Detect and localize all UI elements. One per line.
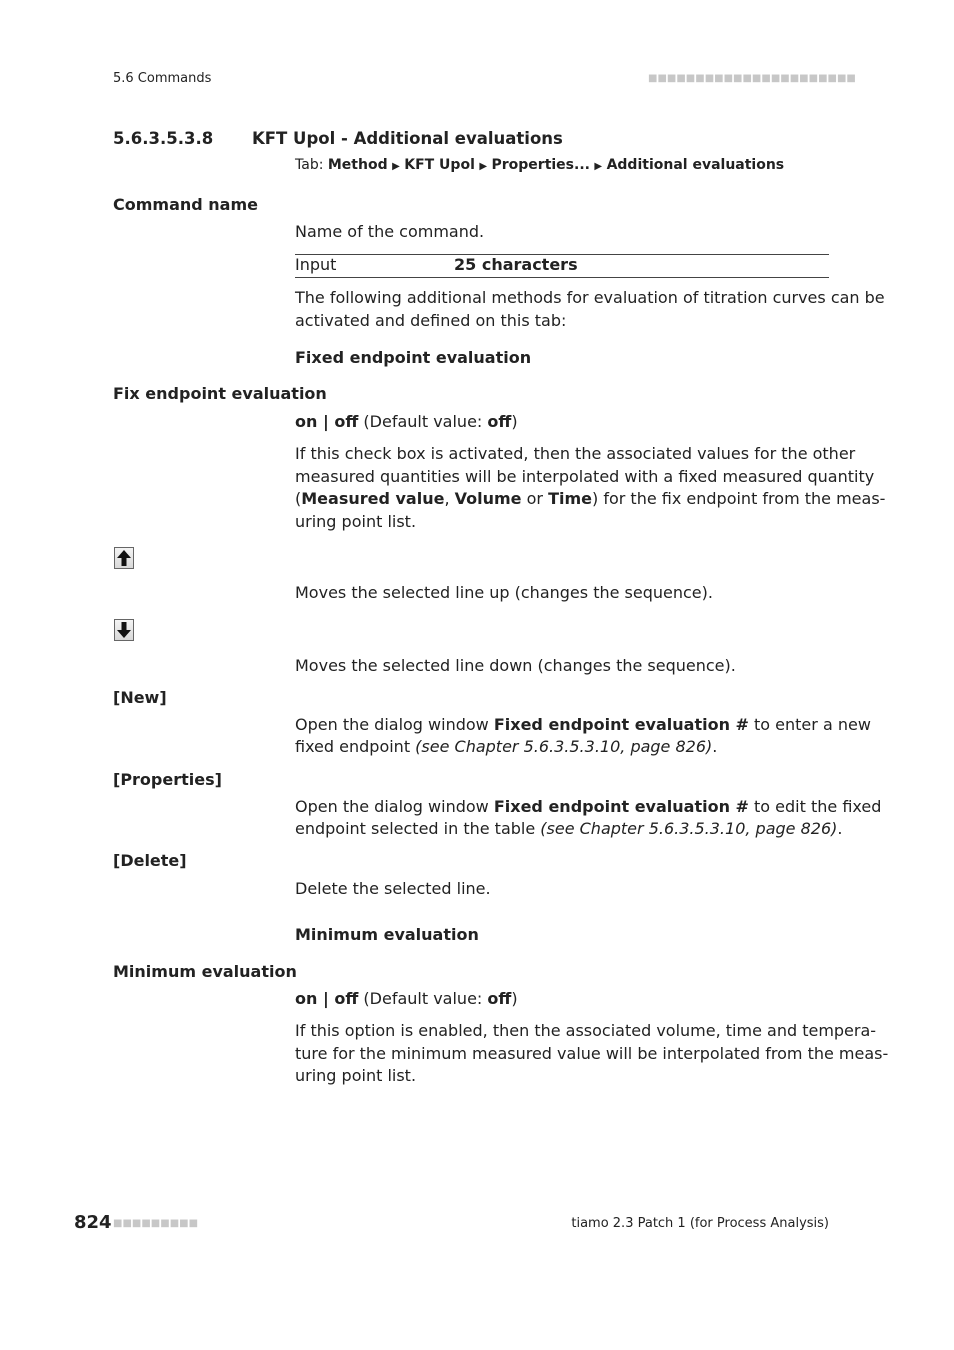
text-span: ) for the fix endpoint from the meas- — [592, 489, 886, 508]
tab-path-item-kft-upol: KFT Upol — [404, 157, 475, 173]
chapter-reference-link[interactable]: (see Chapter 5.6.3.5.3.10, page 826) — [540, 819, 838, 838]
properties-desc-line1 — [295, 796, 881, 819]
tab-path-separator: ▶ — [479, 161, 488, 172]
text-span: Open the dialog window — [295, 715, 494, 734]
option-on: on — [295, 412, 318, 431]
tab-path-item-properties: Properties... — [491, 157, 590, 173]
minimum-desc-line1: If this option is enabled, then the associated volume, time and tempera- — [295, 1021, 877, 1040]
option-off: off — [334, 989, 359, 1008]
default-suffix: ) — [511, 412, 518, 431]
term-volume: Volume — [454, 489, 522, 508]
option-separator: | — [317, 989, 335, 1008]
minimum-desc-line2: ture for the minimum measured value will be interpolated from the meas- — [295, 1044, 889, 1063]
text-span: endpoint selected in the table — [295, 819, 541, 838]
default-suffix: ) — [511, 989, 518, 1008]
section-number: 5.6.3.5.3.8 — [113, 129, 214, 148]
minimum-evaluation-label: Minimum evaluation — [113, 962, 297, 981]
footer-dots: ■■■■■■■■■ — [113, 1218, 199, 1229]
properties-desc-line2 — [295, 818, 842, 841]
text-span: to edit the fixed — [748, 797, 882, 816]
default-value: off — [487, 989, 512, 1008]
command-name-description: Name of the command. — [295, 222, 485, 241]
text-span: to enter a new — [748, 715, 871, 734]
text-span: or — [521, 489, 549, 508]
tab-path-separator: ▶ — [392, 161, 400, 172]
delete-button-label: [Delete] — [113, 851, 187, 870]
delete-description: Delete the selected line. — [295, 879, 491, 898]
move-down-button[interactable] — [114, 619, 134, 641]
move-up-button[interactable] — [114, 547, 134, 569]
input-table-label: Input — [295, 255, 337, 274]
footer-product: tiamo 2.3 Patch 1 (for Process Analysis) — [571, 1216, 829, 1231]
command-name-paragraph-line1: The following additional methods for evaluation of titration curves can be — [295, 288, 885, 307]
input-table-bottom-rule — [295, 277, 829, 278]
tab-path-item-additional-evaluations: Additional evaluations — [606, 157, 785, 173]
dialog-name: Fixed endpoint evaluation # — [493, 797, 749, 816]
minimum-desc-line3: uring point list. — [295, 1066, 417, 1085]
new-desc-line1 — [295, 714, 871, 737]
running-header-section: 5.6 Commands — [113, 71, 212, 86]
default-prefix: (Default value: — [358, 412, 488, 431]
fix-endpoint-desc-line2: measured quantities will be interpolated with a fixed measured quantity — [295, 467, 875, 486]
text-span: ( — [295, 489, 302, 508]
running-header-dots: ■■■■■■■■■■■■■■■■■■■■■■ — [648, 73, 856, 84]
option-separator: | — [317, 412, 335, 431]
fix-endpoint-desc-line3 — [295, 488, 885, 511]
fix-endpoint-label: Fix endpoint evaluation — [113, 384, 327, 403]
fix-endpoint-desc-line4: uring point list. — [295, 512, 417, 531]
option-off: off — [334, 412, 359, 431]
minimum-default — [295, 988, 518, 1011]
default-prefix: (Default value: — [358, 989, 488, 1008]
minimum-subheading: Minimum evaluation — [295, 925, 479, 944]
default-value: off — [487, 412, 512, 431]
fix-endpoint-desc-line1: If this check box is activated, then the associated values for the other — [295, 444, 856, 463]
fix-endpoint-default — [295, 411, 518, 434]
input-table-value: 25 characters — [454, 255, 578, 274]
chapter-reference-link[interactable]: (see Chapter 5.6.3.5.3.10, page 826) — [415, 737, 713, 756]
text-span: Open the dialog window — [295, 797, 494, 816]
text-span: , — [444, 489, 455, 508]
move-up-description: Moves the selected line up (changes the sequence). — [295, 583, 713, 602]
section-title: KFT Upol - Additional evaluations — [252, 129, 563, 148]
tab-path-item-method: Method — [327, 157, 388, 173]
term-time: Time — [548, 489, 592, 508]
tab-path-prefix: Tab: — [295, 157, 328, 173]
command-name-label: Command name — [113, 195, 258, 214]
properties-button-label: [Properties] — [113, 770, 222, 789]
tab-path — [295, 157, 784, 173]
command-name-paragraph-line2: activated and defined on this tab: — [295, 311, 567, 330]
page-number: 824 — [74, 1212, 112, 1233]
new-desc-line2 — [295, 736, 717, 759]
arrow-up-icon — [116, 549, 132, 567]
move-down-description: Moves the selected line down (changes the sequence). — [295, 656, 736, 675]
text-span: . — [712, 737, 718, 756]
term-measured-value: Measured value — [301, 489, 445, 508]
new-button-label: [New] — [113, 688, 167, 707]
arrow-down-icon — [116, 621, 132, 639]
text-span: . — [837, 819, 843, 838]
text-span: fixed endpoint — [295, 737, 416, 756]
option-on: on — [295, 989, 318, 1008]
tab-path-separator: ▶ — [594, 161, 603, 172]
fixed-endpoint-subheading: Fixed endpoint evaluation — [295, 348, 532, 367]
dialog-name: Fixed endpoint evaluation # — [493, 715, 749, 734]
